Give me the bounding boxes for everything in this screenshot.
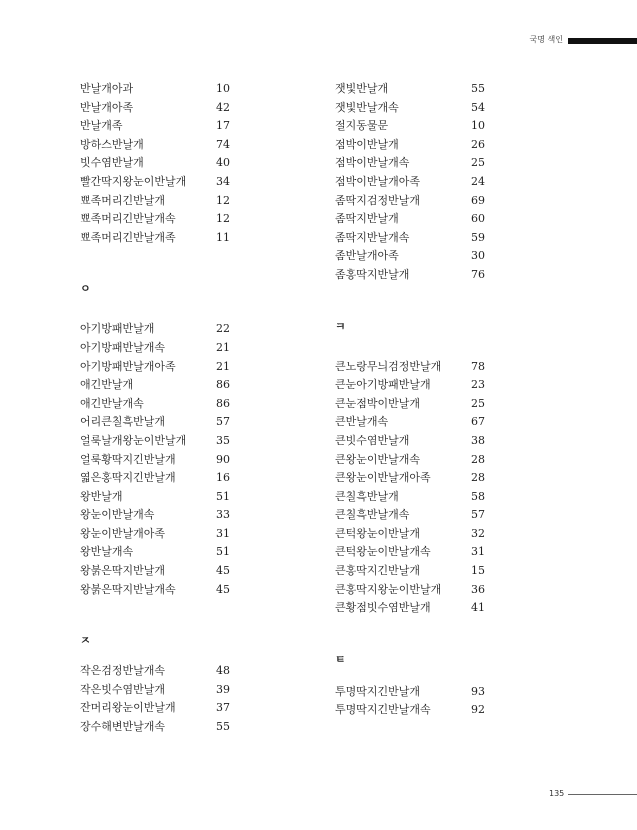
entry-page: 25 [471,156,485,170]
index-entry [335,266,485,285]
running-header [0,36,637,46]
index-group [335,683,485,720]
entry-page: 57 [471,508,485,522]
entry-name: 아기방패반날개아족 [80,359,176,373]
index-column-right [335,80,485,720]
entry-page: 40 [216,156,230,170]
index-entry [80,662,230,681]
entry-name: 큰노랑무늬검정반날개 [335,359,442,373]
entry-page: 39 [216,682,230,696]
entry-name: 작은빗수염반날개 [80,682,166,696]
header-bar [568,38,637,44]
index-entry [335,562,485,581]
index-entry [80,718,230,737]
section-heading: ㅇ [80,282,91,296]
index-entry [335,599,485,618]
index-entry [80,543,230,562]
entry-page: 28 [471,452,485,466]
entry-name: 뾰족머리긴반날개 [80,193,166,207]
entry-name: 빗수염반날개 [80,156,144,170]
entry-page: 55 [216,720,230,734]
index-entry [335,413,485,432]
index-entry [335,543,485,562]
entry-name: 점박이반날개 [335,137,399,151]
entry-page: 17 [216,119,230,133]
page-number: 135 [549,789,565,798]
entry-page: 76 [471,267,485,281]
entry-page: 54 [471,100,485,114]
entry-name: 좀홍딱지반날개 [335,267,410,281]
entry-name: 큰황점빗수염반날개 [335,601,431,615]
index-entry [335,469,485,488]
entry-page: 92 [471,703,485,717]
index-entry [80,358,230,377]
entry-page: 32 [471,526,485,540]
entry-name: 작은검정반날개속 [80,664,166,678]
index-entry [80,581,230,600]
entry-name: 어리큰칠흑반날개 [80,415,166,429]
entry-name: 점박이반날개속 [335,156,410,170]
entry-page: 86 [216,378,230,392]
entry-name: 큰눈아기방패반날개 [335,378,431,392]
entry-name: 방하스반날개 [80,137,144,151]
index-entry [80,192,230,211]
section-heading: ㅌ [335,652,346,666]
section-heading: ㅋ [335,319,346,333]
entry-page: 69 [471,193,485,207]
entry-page: 21 [216,340,230,354]
index-entry [335,117,485,136]
entry-page: 22 [216,322,230,336]
index-entry [80,451,230,470]
index-group [335,358,485,618]
entry-name: 얼룩황딱지긴반날개 [80,452,176,466]
index-entry [335,173,485,192]
entry-name: 빨간딱지왕눈이반날개 [80,174,187,188]
index-entry [335,581,485,600]
index-group [80,80,230,247]
entry-page: 45 [216,564,230,578]
page-footer [0,788,637,800]
entry-name: 아기방패반날개속 [80,340,166,354]
entry-page: 74 [216,137,230,151]
entry-name: 큰턱왕눈이반날개 [335,526,421,540]
entry-name: 좀반날개아족 [335,249,399,263]
entry-page: 12 [216,193,230,207]
entry-name: 왕눈이반날개아족 [80,526,166,540]
entry-name: 왕반날개속 [80,545,134,559]
section-heading: ㅈ [80,634,91,648]
entry-page: 31 [216,526,230,540]
index-entry [335,525,485,544]
index-entry [80,413,230,432]
entry-page: 21 [216,359,230,373]
index-group [80,320,230,599]
entry-name: 얼룩날개왕눈이반날개 [80,433,187,447]
index-entry [335,432,485,451]
entry-name: 반날개아과 [80,82,134,95]
entry-name: 좀딱지반날개 [335,212,399,226]
index-entry [80,99,230,118]
index-entry [80,681,230,700]
index-entry [80,699,230,718]
entry-page: 51 [216,489,230,503]
entry-page: 41 [471,601,485,615]
index-entry [80,136,230,155]
entry-page: 38 [471,433,485,447]
entry-page: 35 [216,433,230,447]
entry-name: 왕눈이반날개속 [80,508,155,522]
entry-name: 잔머리왕눈이반날개 [80,701,176,715]
entry-page: 10 [216,82,230,95]
entry-page: 78 [471,359,485,373]
entry-page: 42 [216,100,230,114]
index-entry [335,80,485,99]
entry-name: 왕붉은딱지반날개속 [80,582,176,596]
entry-page: 16 [216,471,230,485]
entry-name: 큰홍딱지긴반날개 [335,564,421,578]
index-entry [80,506,230,525]
entry-page: 34 [216,174,230,188]
index-entry [80,339,230,358]
entry-page: 15 [471,564,485,578]
entry-name: 잿빛반날개속 [335,100,399,114]
index-group [335,80,485,285]
entry-page: 23 [471,378,485,392]
index-entry [335,488,485,507]
entry-page: 12 [216,212,230,226]
entry-name: 뾰족머리긴반날개속 [80,212,176,226]
entry-page: 11 [216,230,230,244]
entry-page: 25 [471,396,485,410]
index-entry [335,358,485,377]
index-entry [80,80,230,99]
entry-name: 반날개족 [80,119,123,133]
index-group [80,662,230,736]
index-entry [335,451,485,470]
entry-page: 10 [471,119,485,133]
entry-page: 58 [471,489,485,503]
index-entry [80,395,230,414]
index-entry [80,173,230,192]
index-entry [80,210,230,229]
entry-page: 48 [216,664,230,678]
entry-name: 아기방패반날개 [80,322,155,336]
entry-page: 45 [216,582,230,596]
index-entry [80,562,230,581]
index-entry [80,525,230,544]
entry-page: 37 [216,701,230,715]
entry-page: 57 [216,415,230,429]
entry-page: 93 [471,684,485,698]
entry-page: 26 [471,137,485,151]
index-column-left [80,80,230,737]
index-entry [335,376,485,395]
index-entry [335,683,485,702]
entry-name: 점박이반날개아족 [335,174,421,188]
index-entry [335,701,485,720]
entry-name: 잿빛반날개 [335,82,389,95]
entry-name: 엷은홍딱지긴반날개 [80,471,176,485]
index-entry [335,136,485,155]
entry-name: 좀딱지검정반날개 [335,193,421,207]
header-label: 국명 색인 [529,35,563,44]
entry-name: 큰왕눈이반날개아족 [335,471,431,485]
entry-page: 24 [471,174,485,188]
index-entry [335,99,485,118]
entry-name: 큰홍딱지왕눈이반날개 [335,582,442,596]
entry-page: 51 [216,545,230,559]
entry-page: 59 [471,230,485,244]
index-entry [335,154,485,173]
entry-name: 큰칠흑반날개 [335,489,399,503]
entry-page: 31 [471,545,485,559]
index-entry [80,376,230,395]
index-entry [335,210,485,229]
entry-name: 큰눈점박이반날개 [335,396,421,410]
entry-name: 큰왕눈이반날개속 [335,452,421,466]
index-entry [80,488,230,507]
entry-name: 반날개아족 [80,100,134,114]
entry-page: 36 [471,582,485,596]
entry-name: 애긴반날개 [80,378,134,392]
entry-page: 60 [471,212,485,226]
index-entry [335,229,485,248]
index-entry [80,229,230,248]
entry-name: 큰빗수염반날개 [335,433,410,447]
index-entry [335,247,485,266]
entry-name: 애긴반날개속 [80,396,144,410]
entry-page: 67 [471,415,485,429]
entry-name: 투명딱지긴반날개속 [335,703,431,717]
entry-name: 좀딱지반날개속 [335,230,410,244]
index-entry [335,506,485,525]
entry-name: 투명딱지긴반날개 [335,684,421,698]
index-entry [335,192,485,211]
index-entry [80,320,230,339]
index-entry [80,469,230,488]
entry-name: 왕반날개 [80,489,123,503]
entry-page: 28 [471,471,485,485]
entry-page: 33 [216,508,230,522]
entry-name: 장수해변반날개속 [80,720,166,734]
entry-name: 절지동물문 [335,119,389,133]
entry-name: 큰칠흑반날개속 [335,508,410,522]
index-entry [335,395,485,414]
entry-name: 큰반날개속 [335,415,389,429]
entry-page: 86 [216,396,230,410]
entry-name: 뾰족머리긴반날개족 [80,230,176,244]
entry-page: 55 [471,82,485,95]
index-entry [80,154,230,173]
index-entry [80,432,230,451]
footer-rule [568,794,637,795]
entry-page: 90 [216,452,230,466]
entry-page: 30 [471,249,485,263]
index-entry [80,117,230,136]
entry-name: 큰턱왕눈이반날개속 [335,545,431,559]
entry-name: 왕붉은딱지반날개 [80,564,166,578]
